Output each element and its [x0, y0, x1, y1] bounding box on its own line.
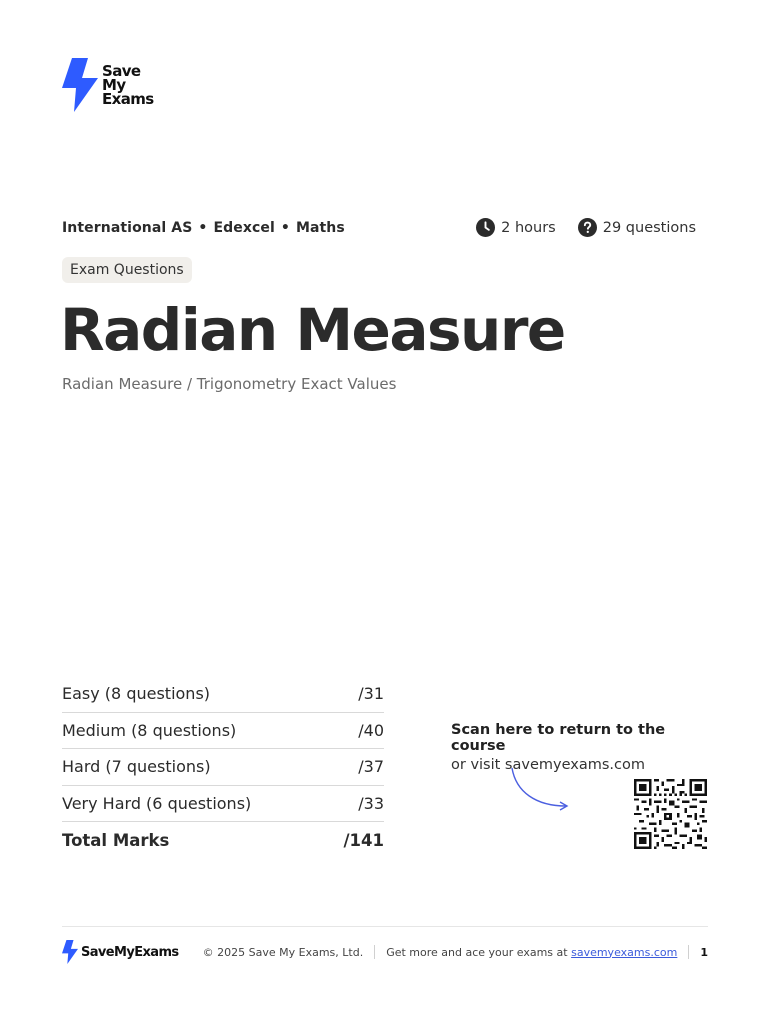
- duration-label: 2 hours: [501, 219, 556, 236]
- footer: [62, 940, 708, 964]
- footer-copyright: © 2025 Save My Exams, Ltd.: [202, 945, 364, 959]
- logo-line: My: [102, 76, 126, 94]
- marks-table: [62, 676, 384, 859]
- breadcrumb: [62, 220, 345, 236]
- exam-stats: [454, 218, 696, 237]
- scan-subtext: or visit savemyexams.com: [451, 757, 645, 773]
- marks-row-label: Hard (7 questions): [62, 757, 211, 777]
- question-mark-icon: [578, 218, 597, 237]
- lightning-bolt-icon: [62, 940, 78, 964]
- footer-brand-name: SaveMyExams: [81, 944, 179, 960]
- breadcrumb-subject: Maths: [295, 219, 345, 236]
- footer-info: [203, 945, 708, 959]
- meta-row: [62, 218, 696, 237]
- curved-arrow-icon: [508, 766, 572, 812]
- marks-row-label: Very Hard (6 questions): [62, 793, 252, 813]
- breadcrumb-separator: •: [198, 219, 208, 236]
- qr-code[interactable]: [634, 779, 707, 849]
- page-subtitle: Radian Measure / Trigonometry Exact Values: [62, 375, 397, 393]
- breadcrumb-board: Edexcel: [213, 219, 275, 236]
- marks-row-hard: [62, 749, 384, 786]
- footer-separator: [374, 945, 375, 959]
- total-marks-label: Total Marks: [62, 830, 170, 850]
- scan-callout: [451, 722, 711, 773]
- footer-divider: [62, 926, 708, 927]
- scan-heading: Scan here to return to the course: [451, 722, 666, 754]
- footer-website-link[interactable]: savemyexams.com: [571, 945, 678, 959]
- marks-row-label: Medium (8 questions): [62, 720, 237, 740]
- page-number: 1: [700, 945, 708, 959]
- footer-separator: [688, 945, 689, 959]
- breadcrumb-level: International AS: [62, 219, 193, 236]
- question-count-label: 29 questions: [602, 219, 696, 236]
- marks-row-total: [62, 822, 384, 859]
- logo-line: Save: [102, 62, 141, 80]
- lightning-bolt-icon: [62, 58, 98, 112]
- marks-row-easy: [62, 676, 384, 713]
- total-marks-value: /141: [343, 830, 384, 850]
- brand-logo: [62, 58, 154, 112]
- marks-row-value: /40: [358, 720, 384, 740]
- footer-cta: [386, 946, 677, 959]
- exam-questions-tag: Exam Questions: [62, 257, 192, 283]
- duration-stat: [476, 218, 556, 237]
- marks-row-very-hard: [62, 786, 384, 823]
- question-count-stat: [578, 218, 696, 237]
- footer-cta-text: Get more and ace your exams at: [386, 945, 568, 959]
- marks-row-value: /37: [358, 757, 384, 777]
- marks-row-value: /31: [358, 684, 384, 704]
- logo-line: Exams: [102, 90, 154, 108]
- logo-wordmark: [102, 58, 154, 106]
- clock-icon: [476, 218, 495, 237]
- marks-row-label: Easy (8 questions): [62, 684, 211, 704]
- marks-row-value: /33: [358, 793, 384, 813]
- footer-logo: [62, 940, 179, 964]
- marks-row-medium: [62, 713, 384, 750]
- breadcrumb-separator: •: [280, 219, 290, 236]
- page-title: Radian Measure: [60, 296, 565, 364]
